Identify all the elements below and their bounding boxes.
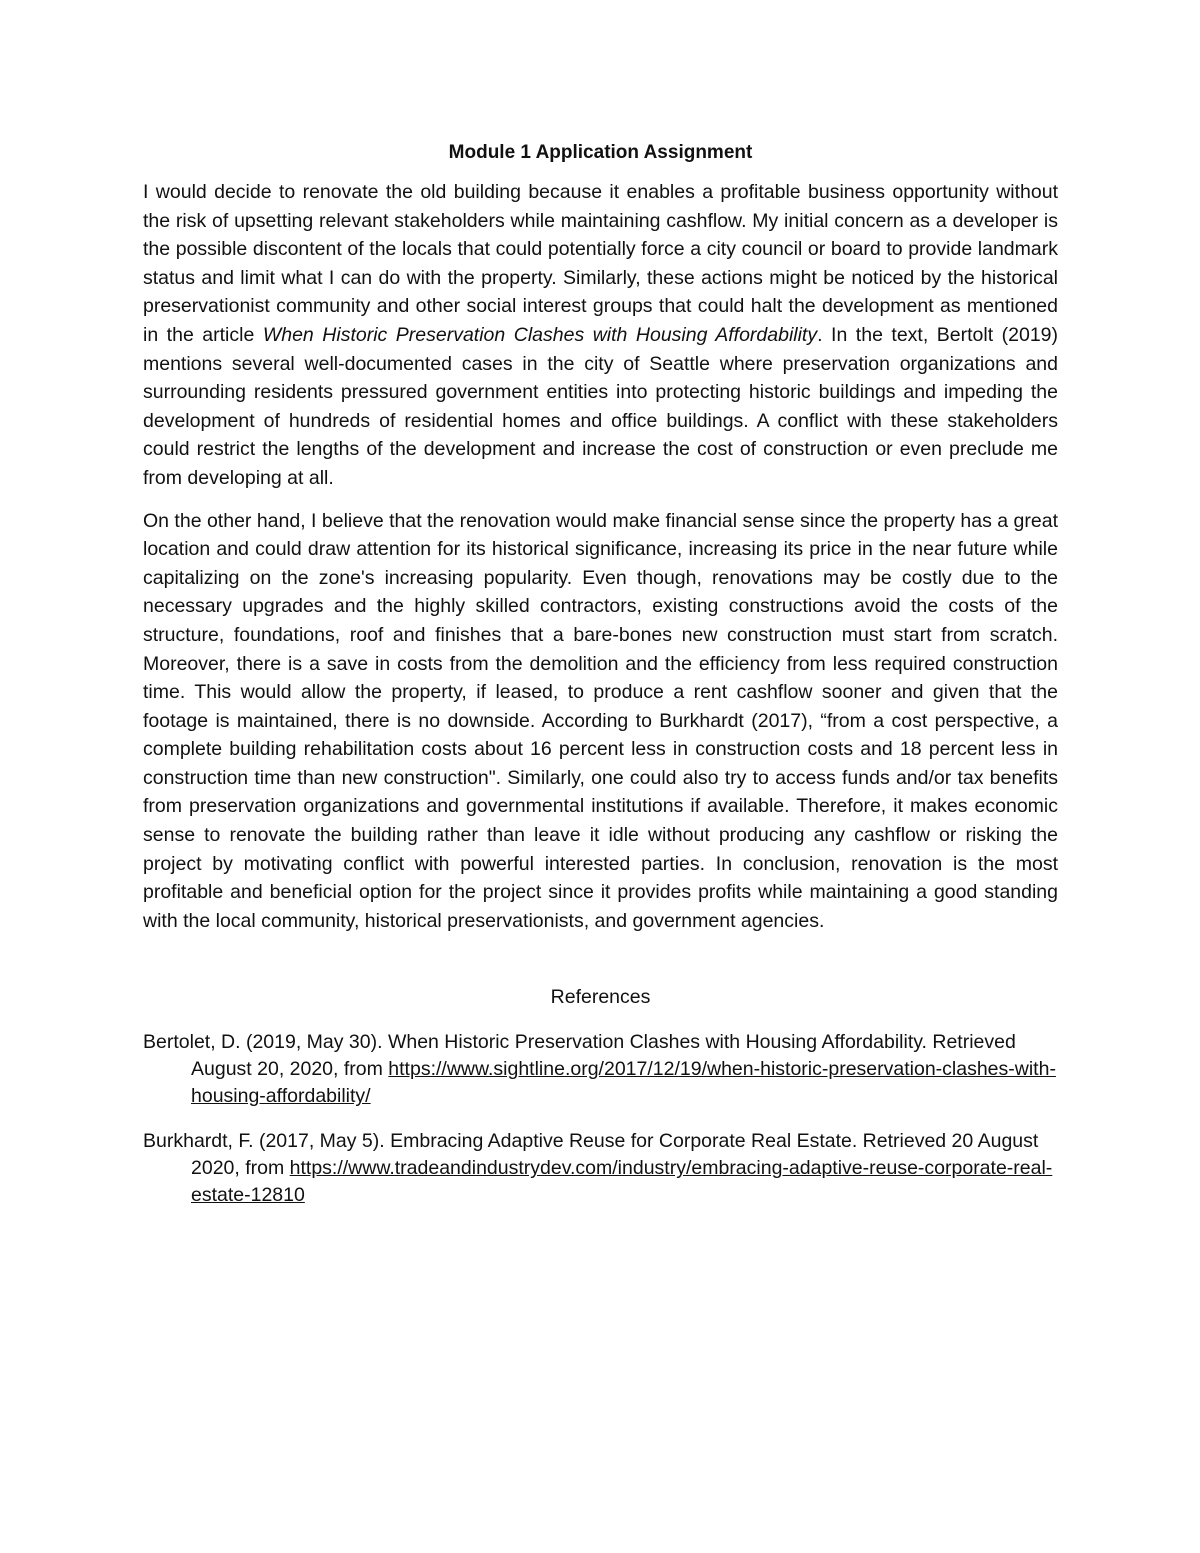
reference-entry bbox=[143, 1128, 1058, 1209]
reference-entry bbox=[143, 1029, 1058, 1110]
references-heading: References bbox=[550, 986, 651, 1009]
document-title: Module 1 Application Assignment bbox=[448, 142, 753, 163]
reference-text: Bertolet, D. (2019, May 30). When Historic Preservation Clashes with Housing Affordability. Retrieved August 20, 2020, from bbox=[143, 1031, 1016, 1081]
reference-text: Burkhardt, F. (2017, May 5). Embracing Adaptive Reuse for Corporate Real Estate. Retrieved 20 August 2020, from bbox=[143, 1130, 1039, 1180]
document-body bbox=[143, 140, 1058, 1227]
reference-link[interactable]: https://www.tradeandindustrydev.com/industry/embracing-adaptive-reuse-corporate-real-estate-12810 bbox=[191, 1157, 1053, 1207]
article-title-italic: When Historic Preservation Clashes with Housing Affordability bbox=[262, 323, 818, 346]
reference-link[interactable]: https://www.sightline.org/2017/12/19/when-historic-preservation-clashes-with-housing-affordability/ bbox=[191, 1058, 1056, 1108]
paragraph-1 bbox=[143, 178, 1058, 493]
paragraph-1-text-a: I would decide to renovate the old building because it enables a profitable business opportunity without the risk of upsetting relevant stakeholders while maintaining cashflow. My initial concern as a developer is the possible discontent of the locals that could potentially force a city council or board to provide landmark status and limit what I can do with the property. Similarly, these actions might be noticed by the historical preservationist community and other social interest groups that could halt the development as mentioned in the article bbox=[143, 181, 1058, 346]
paragraph-1-text-b: . In the text, Bertolt (2019) mentions several well-documented cases in the city of Seattle where preservation organizations and surrounding residents pressured government entities into protecting historic buildings and impeding the development of hundreds of residential homes and office buildings. A conflict with these stakeholders could restrict the lengths of the development and increase the cost of construction or even preclude me from developing at all. bbox=[143, 323, 1058, 489]
paragraph-2: On the other hand, I believe that the renovation would make financial sense since the property has a great location and could draw attention for its historical significance, increasing its price in the near future while capitalizing on the zone's increasing popularity. Even though, renovations may be costly due to the necessary upgrades and the highly skilled contractors, existing constructions avoid the costs of the structure, foundations, roof and finishes that a bare-bones new construction must start from scratch. Moreover, there is a save in costs from the demolition and the efficiency from less required construction time. This would allow the property, if leased, to produce a rent cashflow sooner and given that the footage is maintained, there is no downside. According to Burkhardt (2017), “from a cost perspective, a complete building rehabilitation costs about 16 percent less in construction costs and 18 percent less in construction time than new construction". Similarly, one could also try to access funds and/or tax benefits from preservation organizations and governmental institutions if available. Therefore, it makes economic sense to renovate the building rather than leave it idle without producing any cashflow or risking the project by motivating conflict with powerful interested parties. In conclusion, renovation is the most profitable and beneficial option for the project since it provides profits while maintaining a good standing with the local community, historical preservationists, and government agencies. bbox=[143, 509, 1058, 932]
